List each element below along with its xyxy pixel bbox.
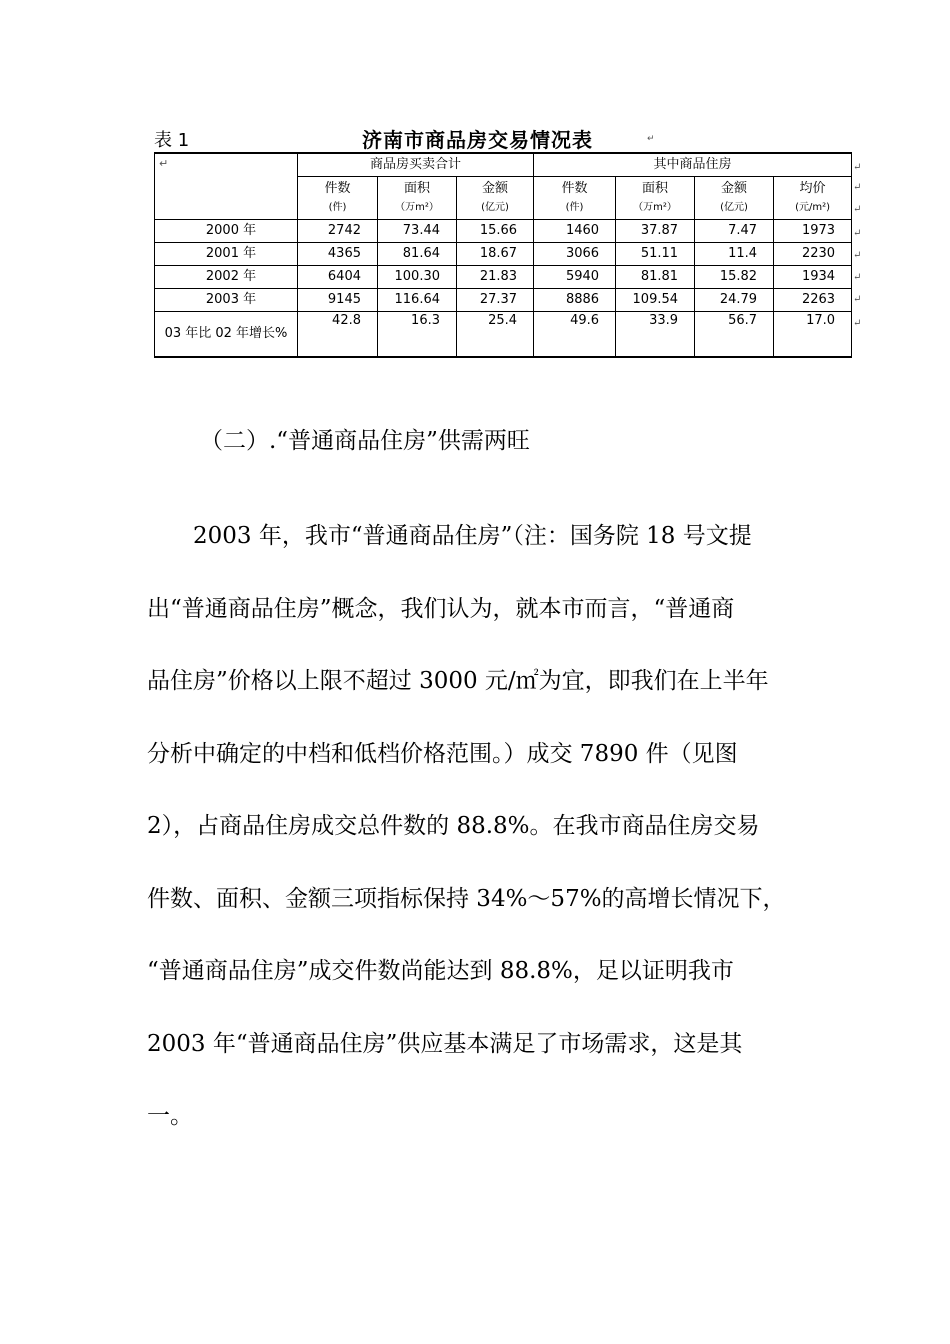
paragraph-mark-icon: ↵ — [159, 157, 169, 170]
section-heading: （二）.“普通商品住房”供需两旺 — [200, 428, 530, 454]
group-header-total: 商品房买卖合计 — [298, 153, 534, 177]
row-header: 03 年比 02 年增长% — [155, 312, 298, 358]
housing-transaction-table — [154, 152, 852, 358]
table-cell: 17.0 — [774, 312, 852, 358]
table-cell: 4365 — [298, 243, 378, 266]
table-cell: 3066 — [534, 243, 616, 266]
paragraph-mark-icon: ↵ — [853, 162, 862, 173]
group-header-residential: 其中商品住房 — [534, 153, 852, 177]
paragraph-line: 一。 — [147, 1103, 193, 1129]
table-cell: 18.67 — [457, 243, 534, 266]
table-cell: 33.9 — [616, 312, 695, 358]
table-cell: 2742 — [298, 220, 378, 243]
row-header: 2002 年 — [155, 266, 298, 289]
table-title: 济南市商品房交易情况表 — [362, 128, 593, 152]
column-header: 面积 （万m²） — [378, 177, 457, 220]
paragraph-mark-icon: ↵ — [853, 318, 862, 329]
table-cell: 56.7 — [695, 312, 774, 358]
paragraph-mark-icon: ↵ — [853, 228, 862, 239]
table-cell: 5940 — [534, 266, 616, 289]
table-cell: 9145 — [298, 289, 378, 312]
table-cell: 7.47 — [695, 220, 774, 243]
table-row — [155, 289, 852, 312]
table-label: 表 1 — [154, 130, 190, 151]
paragraph-mark-icon: ↵ — [853, 294, 862, 305]
table-cell: 11.4 — [695, 243, 774, 266]
column-header: 件数 (件) — [298, 177, 378, 220]
paragraph-mark-icon: ↵ — [853, 272, 862, 283]
table-row — [155, 266, 852, 289]
column-header: 金额 (亿元) — [695, 177, 774, 220]
paragraph-mark-icon: ↵ — [647, 134, 655, 144]
paragraph-line: 2003 年，我市“普通商品住房”（注：国务院 18 号文提 — [193, 523, 752, 549]
table-cell: 27.37 — [457, 289, 534, 312]
row-header: 2003 年 — [155, 289, 298, 312]
table-cell: 6404 — [298, 266, 378, 289]
table-cell: 21.83 — [457, 266, 534, 289]
table-cell: 49.6 — [534, 312, 616, 358]
paragraph-mark-icon: ↵ — [853, 204, 862, 215]
table-cell: 15.66 — [457, 220, 534, 243]
paragraph-line: 件数、面积、金额三项指标保持 34%～57%的高增长情况下， — [147, 885, 786, 912]
table-row-growth — [155, 312, 852, 358]
body-paragraph — [147, 500, 837, 1153]
table-cell: 42.8 — [298, 312, 378, 358]
paragraph-line: 分析中确定的中档和低档价格范围。）成交 7890 件（见图 — [147, 740, 738, 767]
table-row — [155, 243, 852, 266]
table-caption — [154, 124, 854, 152]
table-cell: 15.82 — [695, 266, 774, 289]
paragraph-mark-icon: ↵ — [853, 182, 862, 193]
row-header: 2000 年 — [155, 220, 298, 243]
paragraph-line: “普通商品住房”成交件数尚能达到 88.8%，足以证明我市 — [147, 958, 734, 984]
paragraph-line: 2），占商品住房成交总件数的 88.8%。在我市商品住房交易 — [147, 813, 760, 839]
table-cell: 2230 — [774, 243, 852, 266]
table-cell: 8886 — [534, 289, 616, 312]
table-cell: 100.30 — [378, 266, 457, 289]
table-cell: 25.4 — [457, 312, 534, 358]
table-cell: 16.3 — [378, 312, 457, 358]
table-row — [155, 220, 852, 243]
table-cell: 109.54 — [616, 289, 695, 312]
table-corner-cell — [155, 153, 298, 220]
column-header: 均价 (元/m²) — [774, 177, 852, 220]
column-header: 金额 (亿元) — [457, 177, 534, 220]
paragraph-line: 品住房”价格以上限不超过 3000 元/㎡为宜，即我们在上半年 — [147, 668, 769, 694]
table-cell: 1973 — [774, 220, 852, 243]
table-cell: 51.11 — [616, 243, 695, 266]
table-cell: 37.87 — [616, 220, 695, 243]
table-cell: 24.79 — [695, 289, 774, 312]
table-cell: 81.81 — [616, 266, 695, 289]
table-header-row — [155, 153, 852, 177]
paragraph-line: 出“普通商品住房”概念，我们认为，就本市而言，“普通商 — [147, 595, 735, 622]
column-header: 面积 （万m²） — [616, 177, 695, 220]
table-cell: 2263 — [774, 289, 852, 312]
table-cell: 1460 — [534, 220, 616, 243]
paragraph-line: 2003 年“普通商品住房”供应基本满足了市场需求，这是其 — [147, 1030, 743, 1057]
table-cell: 73.44 — [378, 220, 457, 243]
table-cell: 81.64 — [378, 243, 457, 266]
table-cell: 116.64 — [378, 289, 457, 312]
table-cell: 1934 — [774, 266, 852, 289]
column-header: 件数 (件) — [534, 177, 616, 220]
paragraph-mark-icon: ↵ — [853, 250, 862, 261]
row-header: 2001 年 — [155, 243, 298, 266]
